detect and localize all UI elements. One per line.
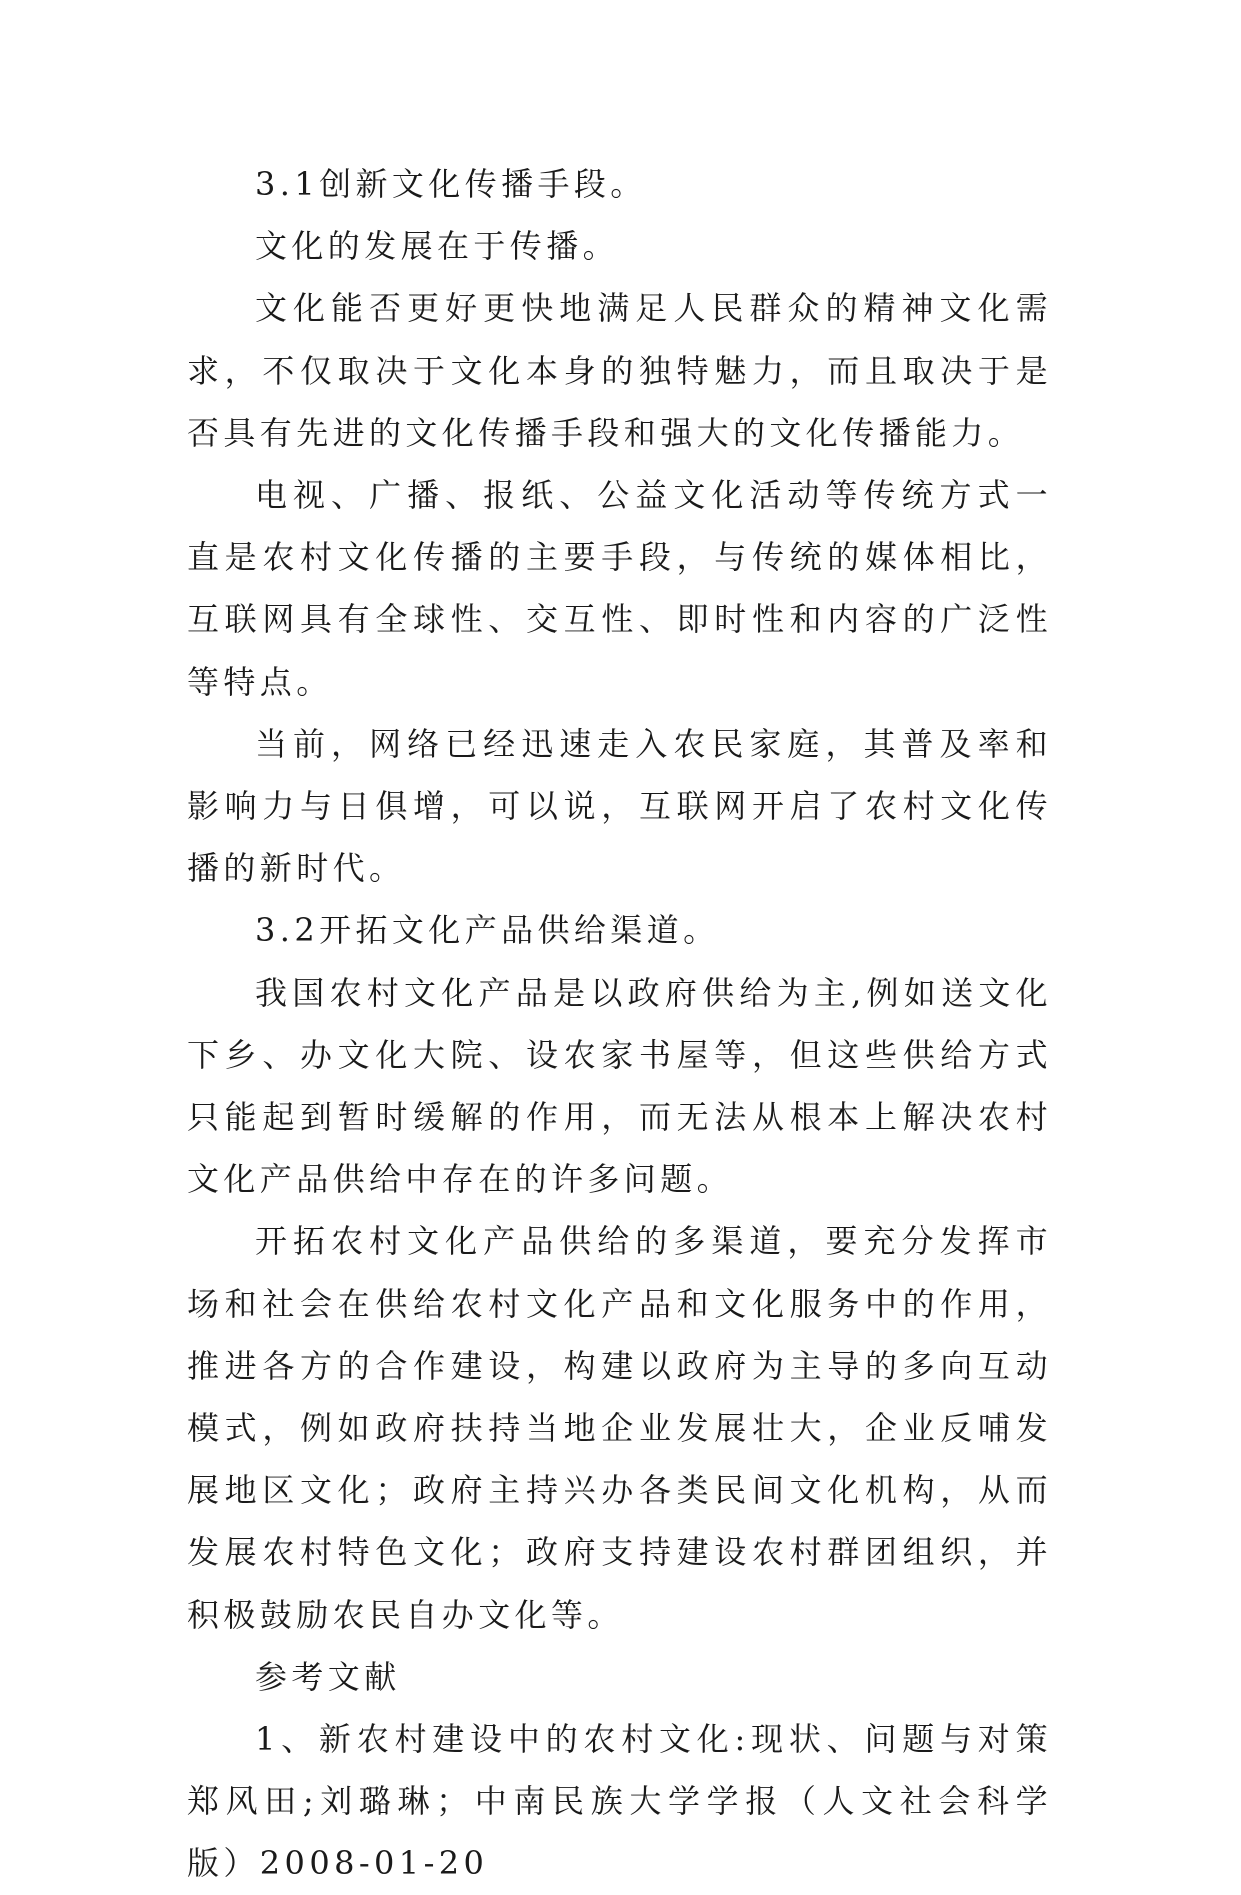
paragraph: 文化能否更好更快地满足人民群众的精神文化需求，不仅取决于文化本身的独特魅力，而且取决于是否具有先进的文化传播手段和强大的文化传播能力。 [187,289,1052,452]
paragraph: 当前，网络已经迅速走入农民家庭，其普及率和影响力与日俱增，可以说，互联网开启了农村文化传播的新时代。 [187,724,1052,888]
paragraph: 开拓农村文化产品供给的多渠道，要充分发挥市场和社会在供给农村文化产品和文化服务中的作用，推进各方的合作建设，构建以政府为主导的多向互动模式，例如政府扶持当地企业发展壮大，企业反哺发展地区文化；政府主持兴办各类民间文化机构，从而发展农村特色文化；政府支持建设农村群团组织，并积极鼓励农民自办文化等。 [187,1222,1052,1634]
document-body [187,153,1052,1895]
paragraph: 电视、广播、报纸、公益文化活动等传统方式一直是农村文化传播的主要手段，与传统的媒体相比，互联网具有全球性、交互性、即时性和内容的广泛性等特点。 [187,476,1052,701]
references-heading: 参考文献 [255,1657,401,1696]
section-heading-3-2: 3.2开拓文化产品供给渠道。 [255,911,720,950]
reference-item: 1、新农村建设中的农村文化:现状、问题与对策郑风田;刘璐琳；中南民族大学学报（人文社会科学版）2008-01-20 [187,1720,1052,1883]
paragraph: 我国农村文化产品是以政府供给为主,例如送文化下乡、办文化大院、设农家书屋等，但这些供给方式只能起到暂时缓解的作用，而无法从根本上解决农村文化产品供给中存在的许多问题。 [187,973,1052,1199]
paragraph: 文化的发展在于传播。 [255,227,620,266]
section-heading-3-1: 3.1创新文化传播手段。 [255,165,647,203]
